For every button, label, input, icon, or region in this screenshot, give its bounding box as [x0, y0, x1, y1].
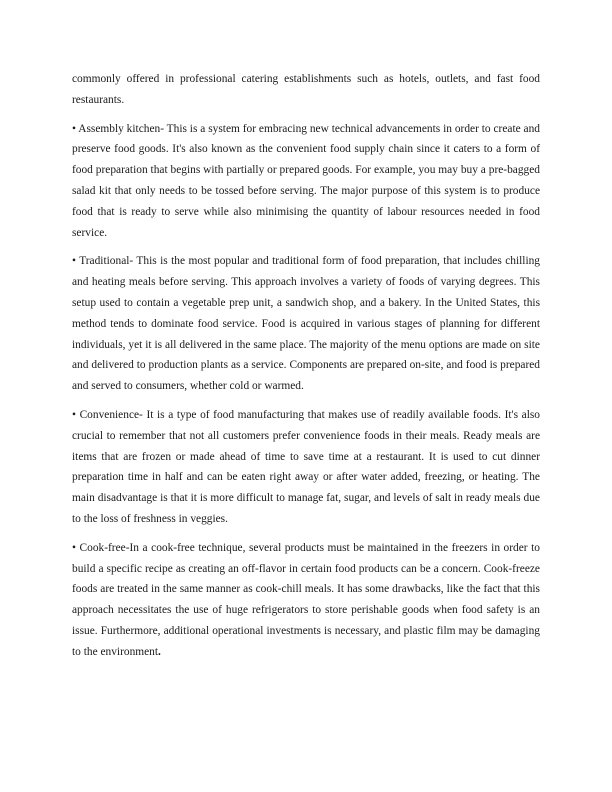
paragraph-traditional: [72, 251, 540, 397]
paragraph-catering-intro: [72, 69, 540, 111]
paragraph-cook-free: [72, 538, 540, 663]
paragraph-text: commonly offered in professional catering establishments such as hotels, outlets, and fast food restaurants.: [72, 73, 540, 106]
paragraph-text: • Assembly kitchen- This is a system for embracing new technical advancements in order to create and preserve food goods. It's also known as the convenient food supply chain since it caters to a form of food preparation that begins with partially or prepared goods. For example, you may buy a pre-bagged salad kit that only needs to be tossed before serving. The major purpose of this system is to produce food that is ready to serve while also minimising the quantity of labour resources needed in food service.: [72, 122, 540, 239]
paragraph-text: • Cook-free-In a cook-free technique, several products must be maintained in the freezers in order to build a specific recipe as creating an off-flavor in certain food products can be a concern. Cook-freeze foods are treated in the same manner as cook-chill meals. It has some drawbacks, like the fact that this approach necessitates the use of huge refrigerators to store perishable goods when food safety is an issue. Furthermore, additional operational investments is necessary, and plastic film may be damaging to the environment: [72, 541, 540, 658]
paragraph-end-mark: .: [158, 645, 161, 658]
paragraph-text: • Traditional- This is the most popular and traditional form of food preparation, that includes chilling and heating meals before serving. This approach involves a variety of foods of varying degrees. This setup used to contain a vegetable prep unit, a sandwich shop, and a bakery. In the United States, this method tends to dominate food service. Food is acquired in various stages of planning for different individuals, yet it is all delivered in the same place. The majority of the menu options are made on site and delivered to production plants as a service. Components are prepared on-site, and food is prepared and served to consumers, whether cold or warmed.: [72, 255, 540, 393]
document-body: [72, 69, 540, 671]
paragraph-convenience: [72, 405, 540, 530]
paragraph-text: • Convenience- It is a type of food manufacturing that makes use of readily available foods. It's also crucial to remember that not all customers prefer convenience foods in their meals. Ready meals are items that are frozen or made ahead of time to save time at a restaurant. It is used to cut dinner preparation time in half and can be eaten right away or after water added, freezing, or heating. The main disadvantage is that it is more difficult to manage fat, sugar, and levels of salt in ready meals due to the loss of freshness in veggies.: [72, 408, 540, 525]
paragraph-assembly-kitchen: [72, 119, 540, 244]
